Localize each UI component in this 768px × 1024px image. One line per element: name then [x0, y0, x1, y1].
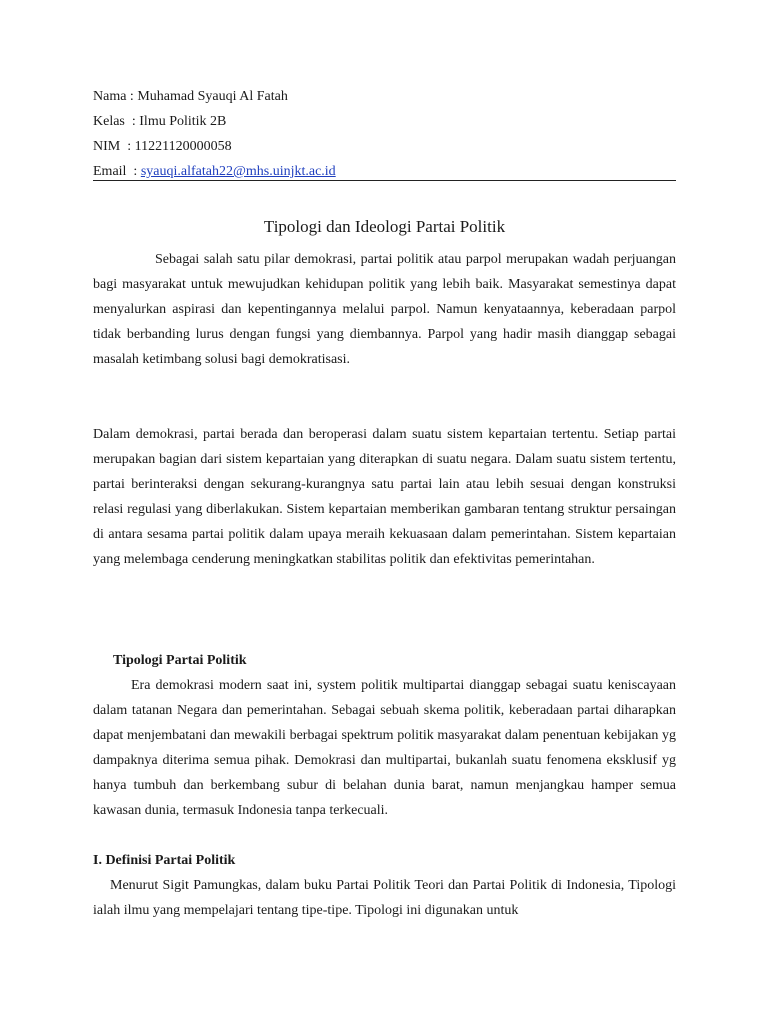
- nim-line: [93, 134, 675, 159]
- nama-label: Nama :: [93, 89, 138, 104]
- paragraph-sistem-kepartaian: Dalam demokrasi, partai berada dan beroperasi dalam suatu sistem kepartaian tertentu. Setiap partai merupakan bagian dari sistem kepartaian yang diterapkan di suatu negara. Dalam suatu sistem tertentu, partai berinteraksi dengan sekurang-kurangnya satu partai lain atau lebih sesuai dengan konstruksi relasi regulasi yang diberlakukan. Sistem kepartaian memberikan gambaran tentang struktur persaingan di antara sesama partai politik dalam upaya meraih kekuasaan dalam pemerintahan. Sistem kepartaian yang melembaga cenderung meningkatkan stabilitas politik dan efektivitas pemerintahan.: [93, 427, 676, 567]
- paragraph-tipologi: Era demokrasi modern saat ini, system politik multipartai dianggap sebagai suatu keniscayaan dalam tatanan Negara dan pemerintahan. Sebagai sebuah skema politik, keberadaan partai diharapkan dapat menjembatani dan mewakili berbagai spektrum politik masyarakat dalam penentuan kebijakan yg dampaknya diterima semua pihak. Demokrasi dan multipartai, bukanlah suatu fenomena eksklusif yg hanya tumbuh dan berkembang subur di belahan dunia barat, namun menjangkau hamper semua kawasan dunia, termasuk Indonesia tanpa terkecuali.: [93, 678, 676, 818]
- nama-line: [93, 84, 675, 109]
- email-label: Email :: [93, 164, 141, 179]
- document-title: Tipologi dan Ideologi Partai Politik: [263, 217, 506, 236]
- kelas-line: [93, 109, 675, 134]
- header-divider: [93, 180, 676, 181]
- kelas-value: Ilmu Politik 2B: [139, 114, 227, 129]
- heading-tipologi: Tipologi Partai Politik: [113, 653, 247, 668]
- heading-definisi: I. Definisi Partai Politik: [93, 853, 236, 868]
- nim-label: NIM :: [93, 139, 135, 154]
- kelas-label: Kelas :: [93, 114, 140, 129]
- paragraph-intro: Sebagai salah satu pilar demokrasi, partai politik atau parpol merupakan wadah perjuangan bagi masyarakat untuk mewujudkan kehidupan politik yang lebih baik. Masyarakat semestinya dapat menyalurkan aspirasi dan kepentingannya melalui parpol. Namun kenyataannya, keberadaan parpol tidak berbanding lurus dengan fungsi yang diembannya. Parpol yang hadir masih dianggap sebagai masalah ketimbang solusi bagi demokratisasi.: [93, 252, 676, 367]
- nim-value: 11221120000058: [134, 139, 232, 154]
- email-link[interactable]: syauqi.alfatah22@mhs.uinjkt.ac.id: [140, 164, 336, 179]
- nama-value: Muhamad Syauqi Al Fatah: [137, 89, 288, 104]
- student-info: [93, 84, 675, 184]
- paragraph-definisi: Menurut Sigit Pamungkas, dalam buku Partai Politik Teori dan Partai Politik di Indonesia, Tipologi ialah ilmu yang mempelajari tentang tipe-tipe. Tipologi ini digunakan untuk: [93, 878, 676, 918]
